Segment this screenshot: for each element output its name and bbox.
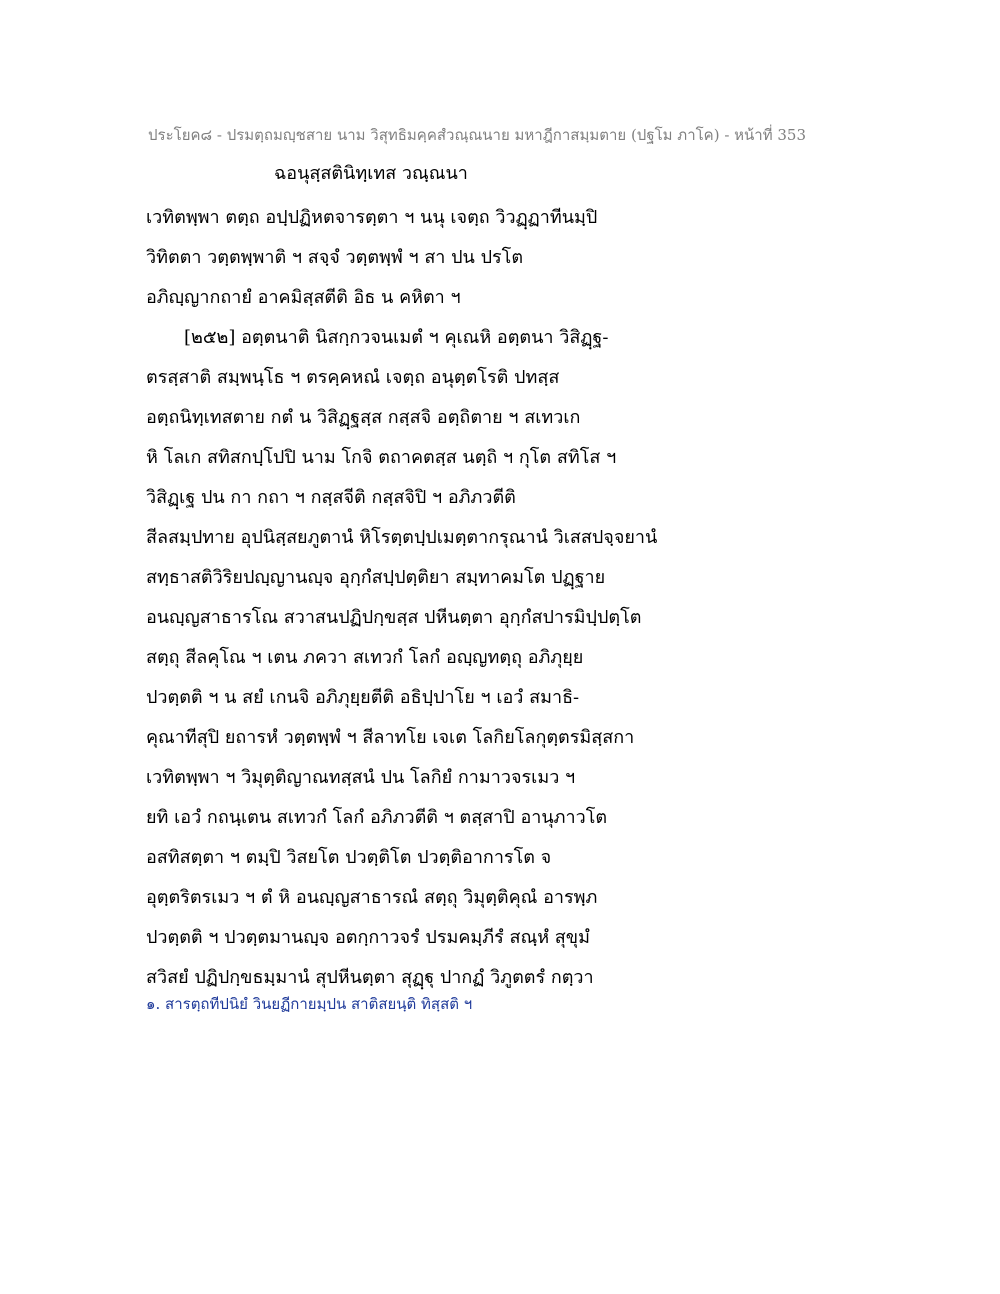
- text-line: อภิญฺญากถายํ อาคมิสฺสตีติ อิธ น คหิตา ฯ: [146, 287, 461, 308]
- text-line: สตฺถุ สีลคุโณ ฯ เตน ภควา สเทวกํ โลกํ อญฺญทตฺถุ อภิภุยฺย: [146, 647, 584, 668]
- text-line: ปวตฺตติ ฯ น สยํ เกนจิ อภิภุยฺยตีติ อธิปฺปาโย ฯ เอวํ สมาธิ-: [146, 687, 580, 708]
- text-line: เวทิตพฺพา ฯ วิมุตฺติญาณทสฺสนํ ปน โลกิยํ กามาวจรเมว ฯ: [146, 767, 576, 788]
- text-line: อตฺถนิทฺเทสตาย กตํ น วิสิฏฺฐสฺส กสฺสจิ อตฺถิตาย ฯ สเทวเก: [146, 407, 581, 428]
- text-line: คุณาทีสุปิ ยถารหํ วตฺตพฺพํ ฯ สีลาทโย เจเต โลกิยโลกุตฺตรมิสฺสกา: [146, 727, 635, 748]
- text-line: ยทิ เอวํ กถนฺเตน สเทวกํ โลกํ อภิภวตีติ ฯ ตสฺสาปิ อานุภาวโต: [146, 807, 608, 828]
- paragraph-start-line: [๒๕๒] อตฺตนาติ นิสกฺกวจนเมตํ ฯ คุเณหิ อตฺตนา วิสิฏฺฐ-: [184, 327, 609, 348]
- text-line: หิ โลเก สทิสกปฺโปปิ นาม โกจิ ตถาคตสฺส นตฺถิ ฯ กุโต สทิโส ฯ: [146, 447, 617, 468]
- text-line: ตรสฺสาติ สมฺพนฺโธ ฯ ตรคฺคหณํ เจตฺถ อนุตฺตโรติ ปทสฺส: [146, 367, 560, 388]
- text-line: อนญฺญสาธารโณ สวาสนปฏิปกฺขสฺส ปหีนตฺตา อุกฺกํสปารมิปฺปตฺโต: [146, 607, 642, 628]
- text-line: สีลสมฺปทาย อุปนิสฺสยภูตานํ หิโรตฺตปฺปเมตฺตากรุณานํ วิเสสปจฺจยานํ: [146, 527, 658, 548]
- section-title: ฉอนุสฺสตินิทฺเทส วณฺณนา: [274, 163, 468, 184]
- text-line: วิทิตตา วตฺตพฺพาติ ฯ สจฺจํ วตฺตพฺพํ ฯ สา ปน ปรโต: [146, 247, 524, 268]
- text-line: อุตฺตริตรเมว ฯ ตํ หิ อนญฺญสาธารณํ สตฺถุ วิมุตฺติคุณํ อารพฺภ: [146, 887, 598, 908]
- body-text: [146, 198, 706, 998]
- text-line: สวิสยํ ปฏิปกฺขธมฺมานํ สุปหีนตฺตา สุฏฺฐุ ปากฏํ วิภูตตรํ กตฺวา: [146, 967, 594, 988]
- text-line: ปวตฺตติ ฯ ปวตฺตมานญฺจ อตกฺกาวจรํ ปรมคมฺภีรํ สณฺหํ สุขุมํ: [146, 927, 590, 948]
- text-line: วิสิฏฺเฐ ปน กา กถา ฯ กสฺสจีติ กสฺสจิปิ ฯ อภิภวตีติ: [146, 487, 516, 508]
- running-header: ประโยค๘ - ปรมตฺถมญฺชสาย นาม วิสุทธิมคฺคสํวณฺณนาย มหาฎีกาสมฺมตาย (ปฐโม ภาโค) - หน้าที่ 353: [148, 126, 807, 144]
- text-line: สทฺธาสติวิริยปญฺญานญฺจ อุกฺกํสปฺปตฺติยา สมฺทาคมโต ปฏฺฐาย: [146, 567, 606, 588]
- text-line: เวทิตพฺพา ตตฺถ อปฺปฏิหตจารตฺตา ฯ นนุ เจตฺถ วิวฏฺฏาทีนมฺปิ: [146, 207, 598, 228]
- text-line: อสทิสตฺตา ฯ ตมฺปิ วิสยโต ปวตฺติโต ปวตฺติอาการโต จ: [146, 847, 552, 868]
- footnote: ๑. สารตฺถทีปนิยํ วินยฏีกายมฺปน สาติสยนฺติ ทิสฺสติ ฯ: [146, 995, 473, 1013]
